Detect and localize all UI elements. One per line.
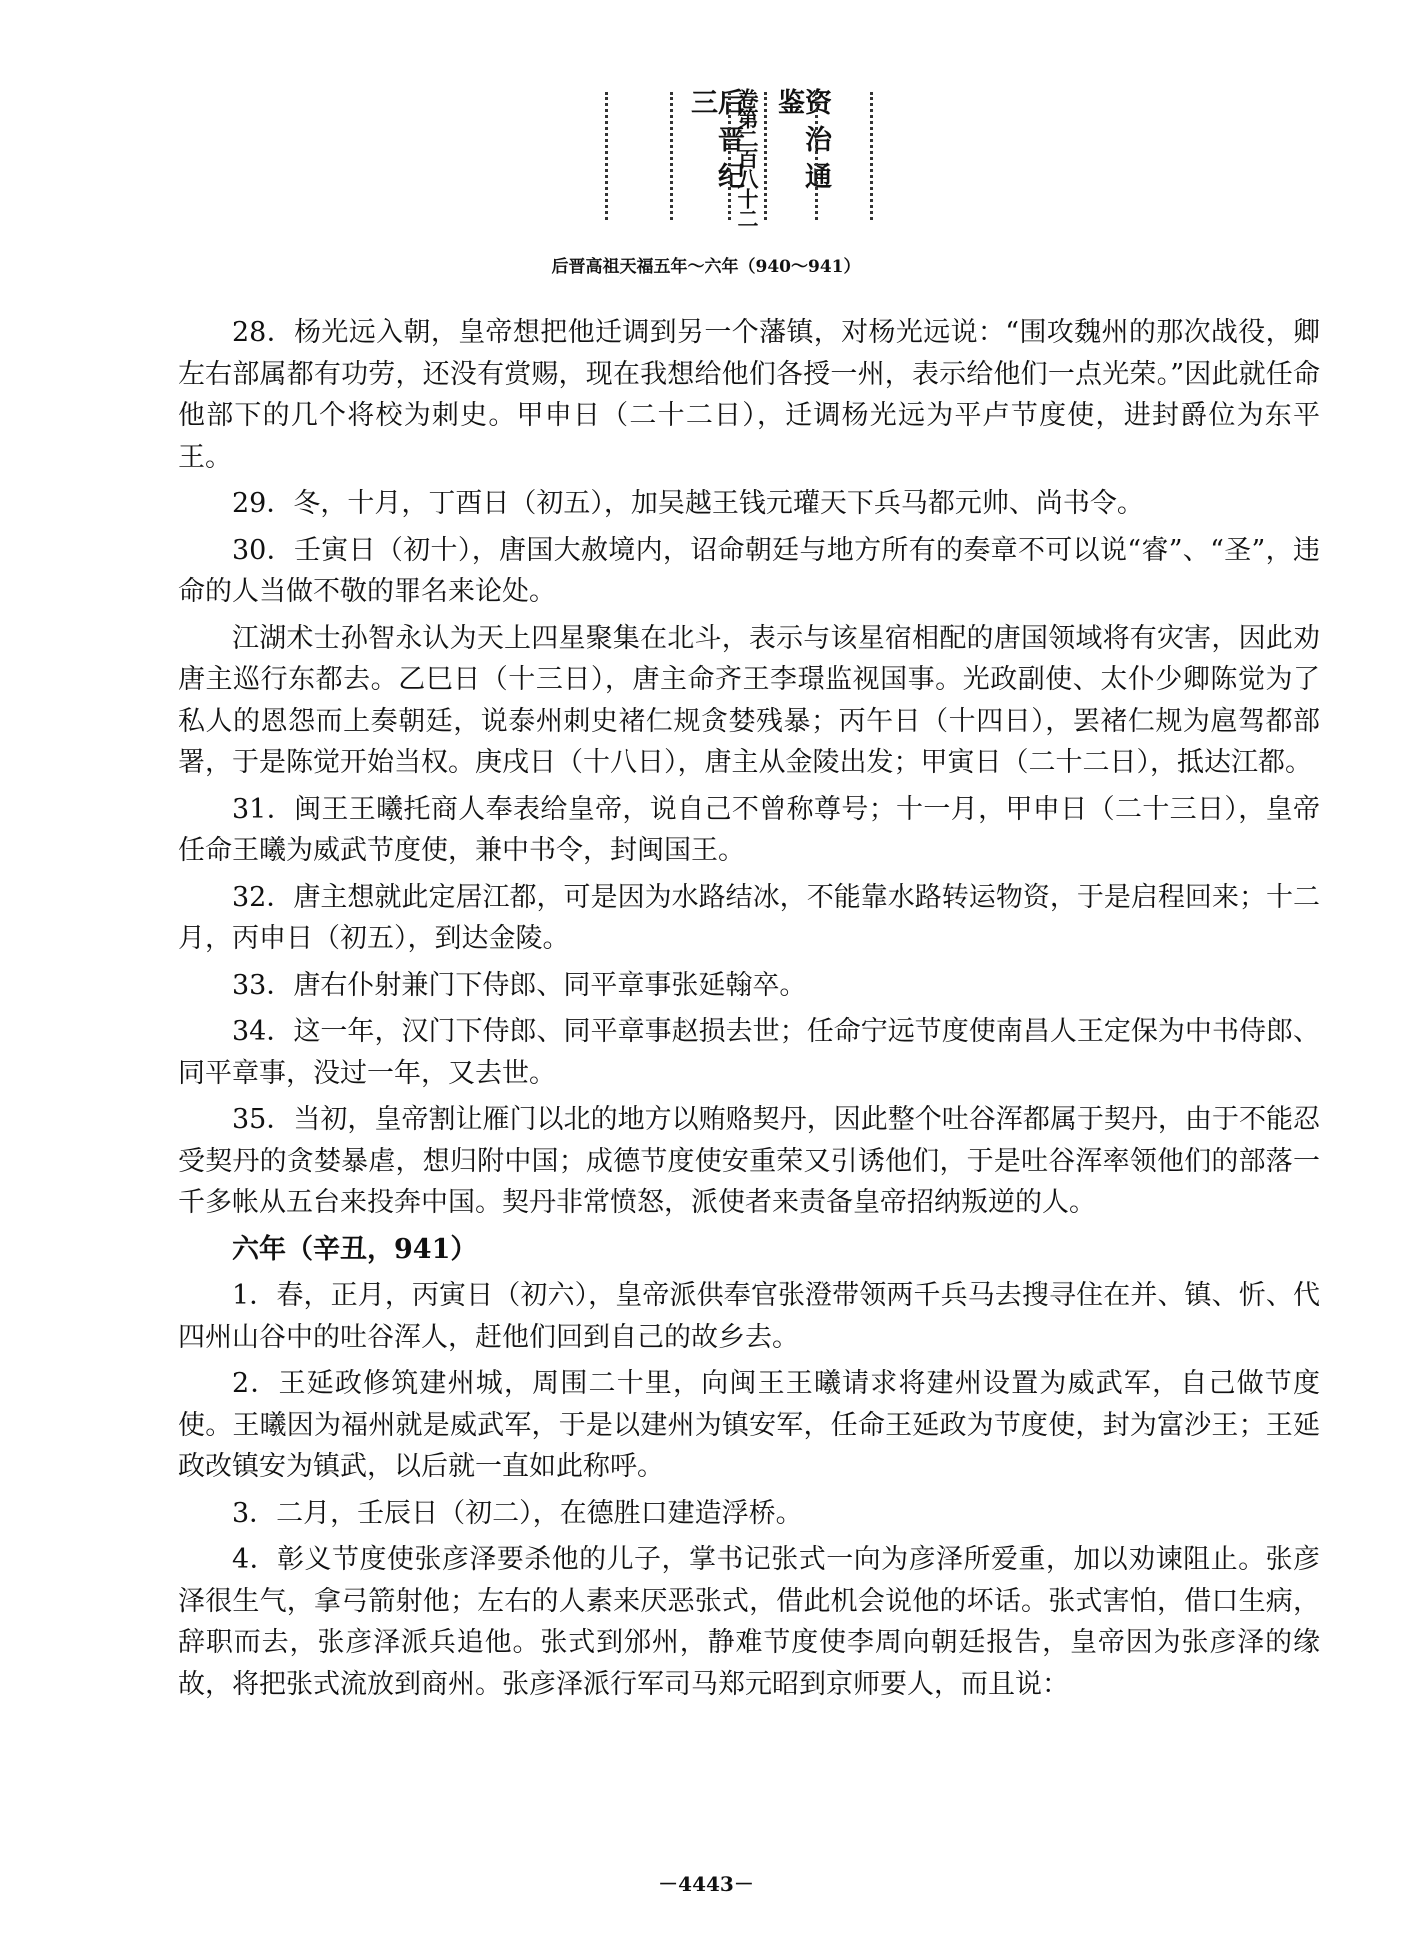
- header-dotted-rule-left-inner: [670, 92, 673, 220]
- header-dotted-rule-left-outer: [605, 92, 608, 220]
- header-dotted-rule-right-outer: [870, 92, 873, 220]
- year-heading: 六年（辛丑，941）: [232, 1233, 478, 1265]
- chapter-title: 后晋纪三: [686, 88, 744, 199]
- paragraph: 35．当初，皇帝割让雁门以北的地方以贿赂契丹，因此整个吐谷浑都属于契丹，由于不能忍受契丹的贪婪暴虐，想归附中国；成德节度使安重荣又引诱他们，于是吐谷浑率领他们的部落一千多帐从五台来投奔中国。契丹非常愤怒，派使者来责备皇帝招纳叛逆的人。: [178, 1104, 1320, 1218]
- page-subtitle: 后晋高祖天福五年～六年（940～941）: [551, 257, 861, 277]
- header-dotted-rule-mid-right: [764, 92, 767, 220]
- paragraph: 31．闽王王曦托商人奉表给皇帝，说自己不曾称尊号；十一月，甲申日（二十三日），皇帝任命王曦为威武节度使，兼中书令，封闽国王。: [178, 793, 1320, 866]
- main-text: [178, 312, 1320, 1710]
- paragraph: 28．杨光远入朝，皇帝想把他迁调到另一个藩镇，对杨光远说：“围攻魏州的那次战役，卿左右部属都有功劳，还没有赏赐，现在我想给他们各授一州，表示给他们一点光荣。”因此就任命他部下的几个将校为刺史。甲申日（二十二日），迁调杨光远为平卢节度使，进封爵位为东平王。: [178, 317, 1320, 473]
- paragraph: 34．这一年，汉门下侍郎、同平章事赵损去世；任命宁远节度使南昌人王定保为中书侍郎、同平章事，没过一年，又去世。: [178, 1016, 1320, 1089]
- paragraph: 32．唐主想就此定居江都，可是因为水路结冰，不能靠水路转运物资，于是启程回来；十二月，丙申日（初五），到达金陵。: [178, 881, 1320, 954]
- running-header: [0, 88, 1412, 228]
- header-dotted-rule-mid-left: [728, 92, 731, 220]
- volume-label: 卷第二百八十二: [735, 88, 760, 228]
- paragraph: 2．王延政修筑建州城，周围二十里，向闽王王曦请求将建州设置为威武军，自己做节度使。王曦因为福州就是威武军，于是以建州为镇安军，任命王延政为节度使，封为富沙王；王延政改镇安为镇武，以后就一直如此称呼。: [178, 1368, 1320, 1482]
- book-title: 资治通鉴: [773, 88, 831, 199]
- paragraph: 江湖术士孙智永认为天上四星聚集在北斗，表示与该星宿相配的唐国领域将有灾害，因此劝唐主巡行东都去。乙巳日（十三日），唐主命齐王李璟监视国事。光政副使、太仆少卿陈觉为了私人的恩怨而上奏朝廷，说泰州刺史褚仁规贪婪残暴；丙午日（十四日），罢褚仁规为扈驾都部署，于是陈觉开始当权。庚戌日（十八日），唐主从金陵出发；甲寅日（二十二日），抵达江都。: [178, 622, 1320, 778]
- page-number: －4443－: [658, 1872, 754, 1896]
- paragraph: 29．冬，十月，丁酉日（初五），加吴越王钱元瓘天下兵马都元帅、尚书令。: [232, 488, 1144, 519]
- paragraph: 3．二月，壬辰日（初二），在德胜口建造浮桥。: [232, 1497, 803, 1529]
- paragraph: 4．彰义节度使张彦泽要杀他的儿子，掌书记张式一向为彦泽所爱重，加以劝谏阻止。张彦泽很生气，拿弓箭射他；左右的人素来厌恶张式，借此机会说他的坏话。张式害怕，借口生病，辞职而去，张彦泽派兵追他。张式到邠州，静难节度使李周向朝廷报告，皇帝因为张彦泽的缘故，将把张式流放到商州。张彦泽派行军司马郑元昭到京师要人，而且说：: [178, 1544, 1320, 1700]
- paragraph: 30．壬寅日（初十），唐国大赦境内，诏命朝廷与地方所有的奏章不可以说“睿”、“圣”，违命的人当做不敬的罪名来论处。: [178, 534, 1320, 607]
- header-dotted-rule-right-inner: [815, 92, 818, 220]
- paragraph: 1．春，正月，丙寅日（初六），皇帝派供奉官张澄带领两千兵马去搜寻住在并、镇、忻、代四州山谷中的吐谷浑人，赶他们回到自己的故乡去。: [178, 1280, 1320, 1353]
- paragraph: 33．唐右仆射兼门下侍郎、同平章事张延翰卒。: [232, 969, 807, 1001]
